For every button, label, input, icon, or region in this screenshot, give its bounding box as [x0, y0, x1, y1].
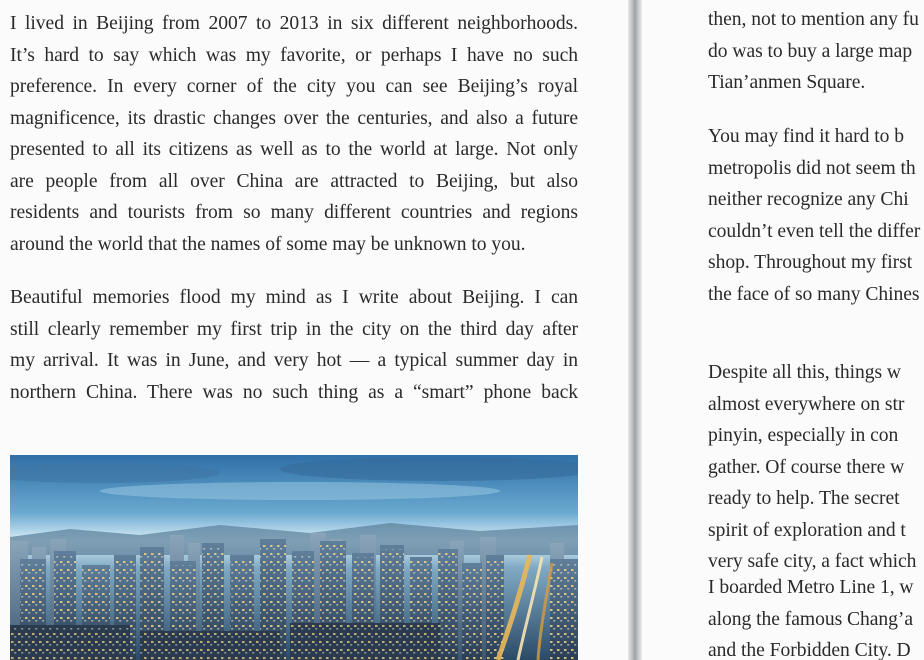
- paragraph-right-3: [708, 357, 916, 578]
- paragraph-2: [10, 282, 578, 408]
- text-line: presented to all its citizens as well as to the world at large. Not only: [10, 139, 578, 160]
- text-line: It’s hard to say which was my favorite, or perhaps I have no such: [10, 44, 578, 66]
- text-line: the face of so many Chines: [708, 283, 920, 305]
- text-line: are people from all over China are attracted to Beijing, but also: [10, 170, 578, 192]
- text-line: residents and tourists from so many different countries and regions: [10, 202, 578, 223]
- text-line: neither recognize any Chi: [708, 189, 909, 210]
- text-line: shop. Throughout my first: [708, 252, 913, 273]
- right-page: [642, 0, 924, 660]
- paragraph-right-1: [708, 4, 919, 99]
- city-night-skyline-photo: [10, 455, 578, 660]
- text-line: along the famous Chang’a: [708, 608, 914, 630]
- text-line: gather. Of course there w: [708, 456, 905, 478]
- text-line: and the Forbidden City. D: [708, 640, 911, 660]
- text-line: almost everywhere on str: [708, 393, 905, 415]
- text-line: ready to help. The secret: [708, 488, 900, 509]
- text-line: You may find it hard to b: [708, 126, 904, 147]
- text-line: pinyin, especially in con: [708, 425, 899, 446]
- text-line: then, not to mention any fu: [708, 9, 919, 30]
- text-line: I lived in Beijing from 2007 to 2013 in six different neighborhoods.: [10, 13, 578, 34]
- paragraph-1: [10, 8, 578, 260]
- text-line: I boarded Metro Line 1, w: [708, 577, 914, 598]
- text-line: Beautiful memories flood my mind as I write about Beijing. I can: [10, 287, 578, 308]
- text-line: magnificence, its drastic changes over the centuries, and also a future: [10, 107, 578, 129]
- text-line: around the world that the names of some may be unknown to you.: [10, 233, 526, 255]
- text-line: northern China. There was no such thing as a “smart” phone back: [10, 381, 578, 403]
- text-line: Despite all this, things w: [708, 362, 901, 383]
- paragraph-right-2: [708, 121, 920, 310]
- text-line: spirit of exploration and t: [708, 519, 906, 541]
- text-line: couldn’t even tell the differ: [708, 220, 921, 242]
- text-line: metropolis did not seem th: [708, 157, 916, 179]
- paragraph-right-4: [708, 572, 914, 660]
- book-gutter: [628, 0, 642, 660]
- text-line: do was to buy a large map: [708, 40, 913, 62]
- text-line: preference. In every corner of the city you can see Beijing’s royal: [10, 76, 578, 97]
- text-line: very safe city, a fact which: [708, 551, 917, 572]
- text-line: Tian’anmen Square.: [708, 72, 866, 93]
- text-line: still clearly remember my first trip in the city on the third day after: [10, 318, 578, 340]
- text-line: my arrival. It was in June, and very hot — a typical summer day in: [10, 350, 578, 371]
